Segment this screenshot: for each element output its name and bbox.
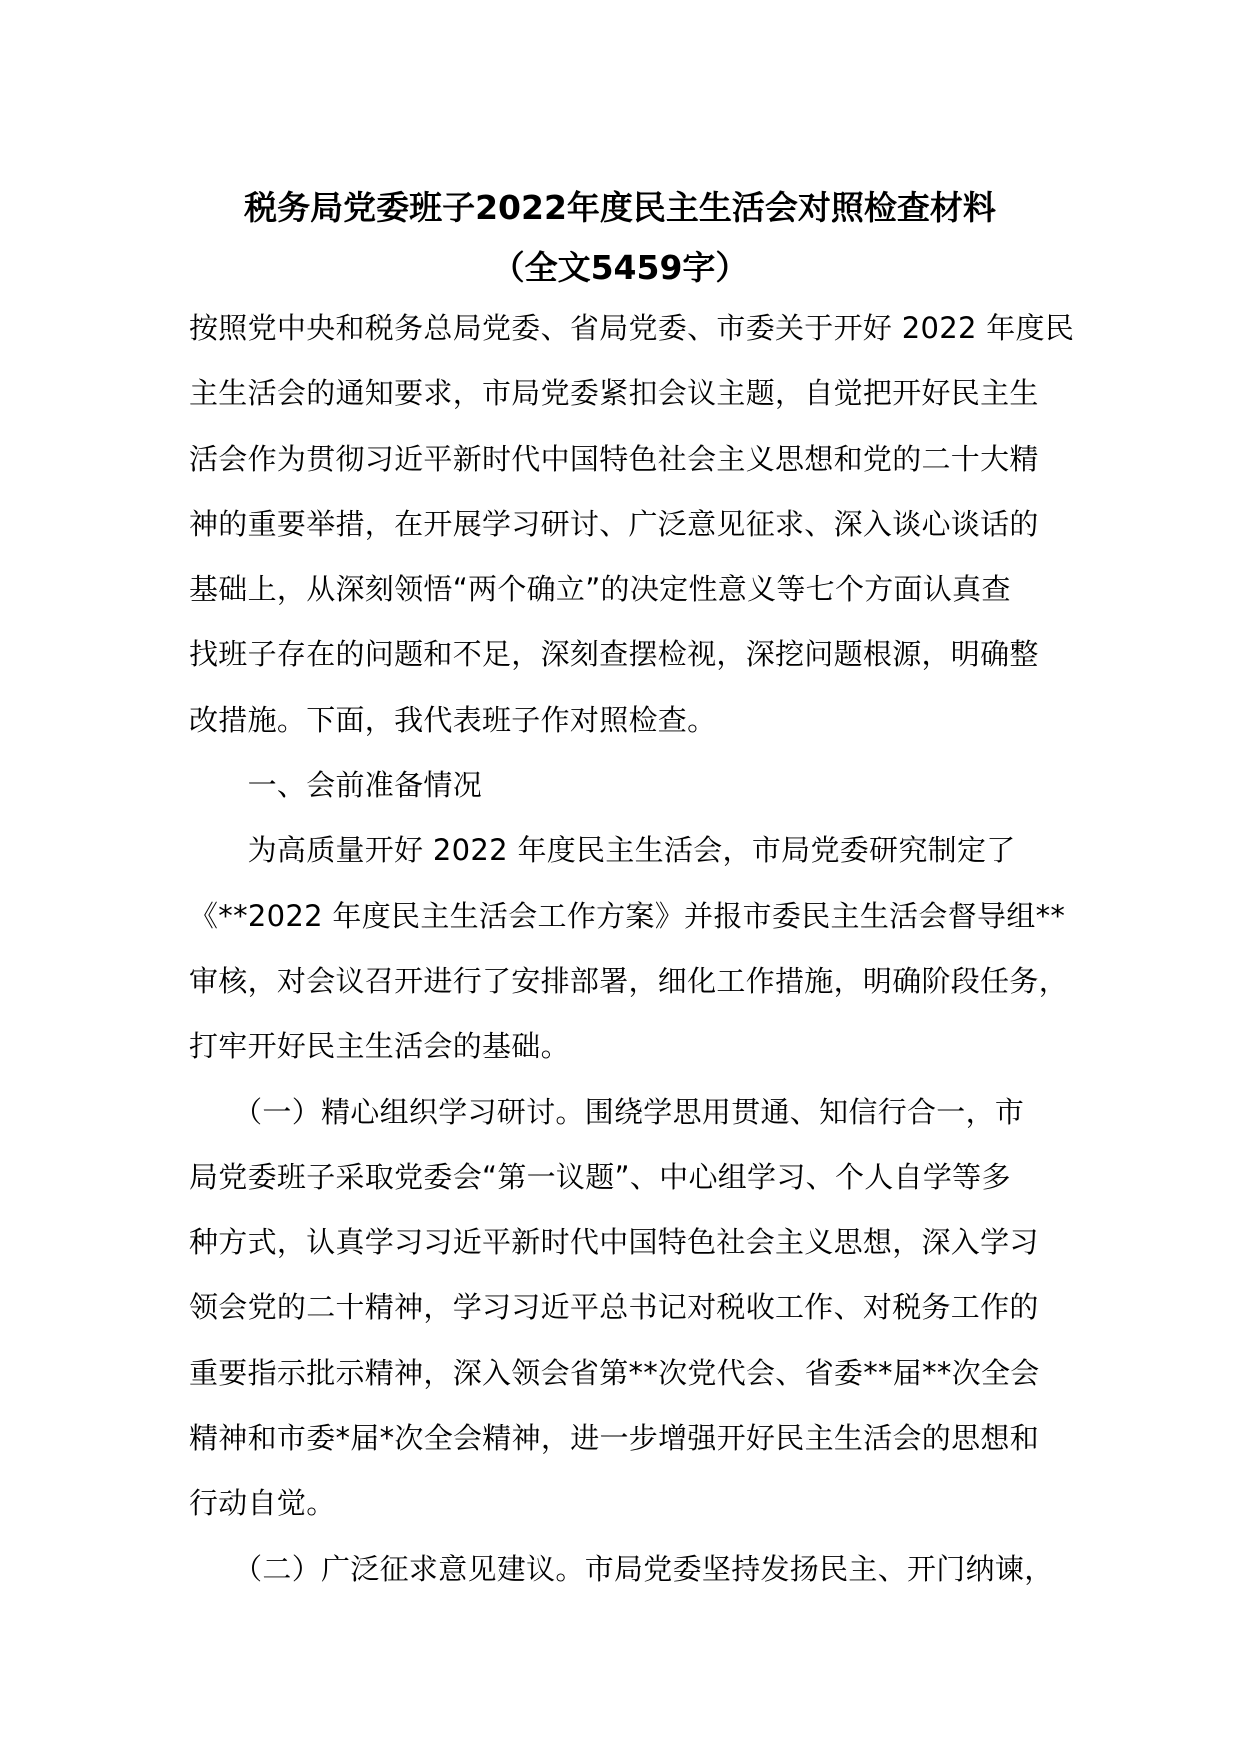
document-title: 税务局党委班子2022年度民主生活会对照检查材料 [244,188,996,227]
body-text-line: （一）精心组织学习研讨。围绕学思用贯通、知信行合一，市 [189,1094,1025,1129]
document-subtitle: （全文5459字） [491,248,749,287]
body-text-line: 局党委班子采取党委会“第一议题”、中心组学习、个人自学等多 [189,1159,1011,1194]
body-text-line: 神的重要举措，在开展学习研讨、广泛意见征求、深入谈心谈话的 [189,506,1039,541]
body-text-line: 审核，对会议召开进行了安排部署，细化工作措施，明确阶段任务， [189,963,1069,998]
body-text-line: 精神和市委*届*次全会精神，进一步增强开好民主生活会的思想和 [189,1421,1040,1456]
body-text-line: 改措施。下面，我代表班子作对照检查。 [189,702,717,737]
body-text-line: 为高质量开好 2022 年度民主生活会，市局党委研究制定了 [189,833,1016,868]
body-text-line: 行动自觉。 [189,1486,336,1521]
body-text-line: 一、会前准备情况 [189,768,483,803]
body-text-line: 种方式，认真学习习近平新时代中国特色社会主义思想，深入学习 [189,1225,1039,1260]
body-text-line: （二）广泛征求意见建议。市局党委坚持发扬民主、开门纳谏， [189,1551,1054,1586]
body-text-line: 重要指示批示精神，深入领会省第**次党代会、省委**届**次全会 [189,1355,1040,1390]
body-text-line: 基础上，从深刻领悟“两个确立”的决定性意义等七个方面认真查 [189,572,1011,607]
body-text-line: 主生活会的通知要求，市局党委紧扣会议主题，自觉把开好民主生 [189,376,1039,411]
body-text-line: 按照党中央和税务总局党委、省局党委、市委关于开好 2022 年度民 [189,311,1075,345]
body-text-line: 活会作为贯彻习近平新时代中国特色社会主义思想和党的二十大精 [189,441,1039,476]
body-text-line: 打牢开好民主生活会的基础。 [189,1029,570,1064]
body-text-line: 《**2022 年度民主生活会工作方案》并报市委民主生活会督导组** [189,898,1066,933]
body-text-line: 找班子存在的问题和不足，深刻查摆检视，深挖问题根源，明确整 [189,637,1039,672]
body-text-line: 领会党的二十精神，学习习近平总书记对税收工作、对税务工作的 [189,1290,1039,1325]
document-body [189,296,1075,1602]
